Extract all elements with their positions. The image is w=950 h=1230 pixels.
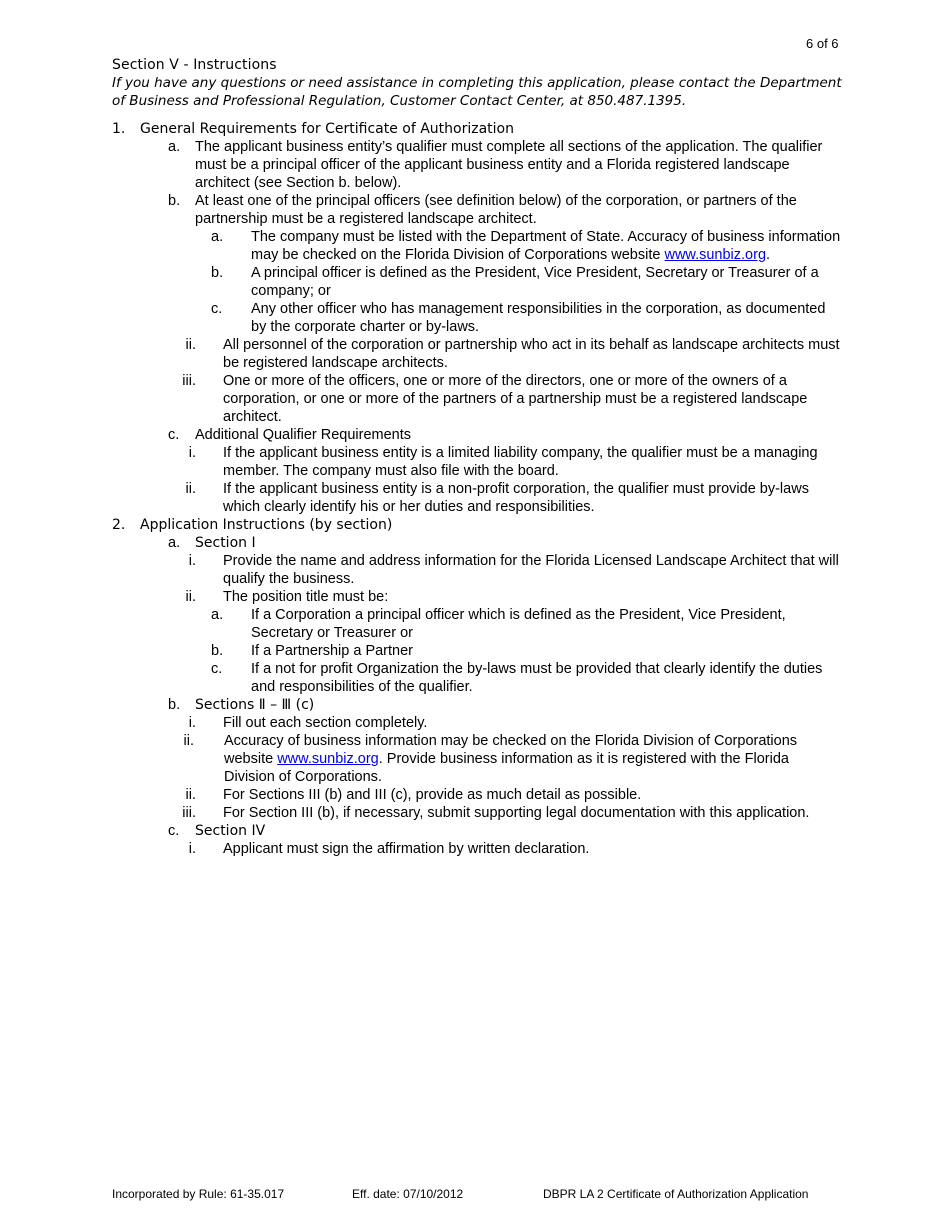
list-text: Any other officer who has management responsibilities in the corporation, as documented by the corporate charter or by-laws. <box>251 301 826 335</box>
list-text: A principal officer is defined as the President, Vice President, Secretary or Treasurer of a company; or <box>251 265 819 299</box>
list-text: For Sections III (b) and III (c), provide as much detail as possible. <box>223 787 642 803</box>
footer-eff-date: Eff. date: 07/10/2012 <box>352 1187 464 1201</box>
list-item <box>168 822 842 840</box>
list-text: If a not for profit Organization the by-laws must be provided that clearly identify the duties and responsibilities of the qualifier. <box>251 661 823 695</box>
list-text: For Section III (b), if necessary, submit supporting legal documentation with this application. <box>223 805 810 821</box>
list-item <box>112 120 842 138</box>
list-heading: Application Instructions (by section) <box>140 517 393 533</box>
list-item <box>211 660 842 696</box>
list-heading: General Requirements for Certificate of Authorization <box>140 121 514 137</box>
list-marker: ii. <box>185 481 196 497</box>
list-marker: 2. <box>112 517 126 533</box>
list-subheading: Section IV <box>195 823 266 839</box>
list-marker: ii. <box>185 787 196 803</box>
list-item <box>168 192 842 228</box>
list-marker: b. <box>168 193 181 209</box>
list-item <box>168 534 842 552</box>
list-text <box>251 228 842 264</box>
list-marker: i. <box>188 553 196 569</box>
text-run: The company must be listed with the Department of State. Accuracy of business information may be checked on the Florida Division of Corporations website <box>251 229 841 263</box>
section-title: Section V - Instructions <box>112 57 277 73</box>
list-text: Fill out each section completely. <box>223 715 428 731</box>
list-marker: a. <box>211 229 224 245</box>
list-marker: ii. <box>185 589 196 605</box>
list-item <box>112 444 842 480</box>
list-text: Applicant must sign the affirmation by written declaration. <box>223 841 590 857</box>
list-marker: b. <box>168 697 181 713</box>
list-item <box>211 606 842 642</box>
list-marker: i. <box>188 445 196 461</box>
list-text: One or more of the officers, one or more of the directors, one or more of the owners of a corporation, or one or more of the partners of a partnership must be a registered landscape architect. <box>223 373 808 425</box>
list-subheading: Section I <box>195 535 256 551</box>
list-subheading: Sections Ⅱ – Ⅲ (c) <box>195 697 315 713</box>
list-item <box>112 516 842 534</box>
list-item <box>112 480 842 516</box>
sunbiz-link[interactable]: www.sunbiz.org <box>277 751 379 767</box>
list-marker: a. <box>168 535 181 551</box>
list-text: If the applicant business entity is a limited liability company, the qualifier must be a managing member. The company must also file with the board. <box>223 445 818 479</box>
footer-rule: Incorporated by Rule: 61-35.017 <box>112 1187 285 1201</box>
text-run: . <box>766 247 771 263</box>
list-text: If a Partnership a Partner <box>251 643 413 659</box>
list-marker: c. <box>168 823 180 839</box>
list-text: If a Corporation a principal officer which is defined as the President, Vice President, Secretary or Treasurer or <box>251 607 786 641</box>
list-item <box>168 696 842 714</box>
instructions-content <box>112 56 842 858</box>
list-item <box>110 732 842 786</box>
list-marker: c. <box>211 301 223 317</box>
list-marker: i. <box>188 715 196 731</box>
footer-form-name: DBPR LA 2 Certificate of Authorization Application <box>543 1187 809 1201</box>
list-item <box>112 714 842 732</box>
list-marker: a. <box>211 607 224 623</box>
list-item <box>112 372 842 426</box>
list-item <box>112 588 842 606</box>
list-text: The applicant business entity’s qualifier must complete all sections of the application. The qualifier must be a principal officer of the applicant business entity and a Florida registered landscape architect (see Section b. below). <box>195 139 823 191</box>
text-run: . Provide business information as it is registered with the Florida Division of Corporations. <box>224 751 789 785</box>
list-text <box>224 732 842 786</box>
list-marker: i. <box>188 841 196 857</box>
page-number: 6 of 6 <box>806 36 839 51</box>
list-marker: c. <box>211 661 223 677</box>
sunbiz-link[interactable]: www.sunbiz.org <box>664 247 767 263</box>
list-marker: ii. <box>183 733 194 749</box>
list-item <box>112 804 842 822</box>
list-item <box>112 840 842 858</box>
list-marker: c. <box>168 427 180 443</box>
list-item <box>168 138 842 192</box>
list-marker: b. <box>211 265 224 281</box>
list-marker: iii. <box>182 805 196 821</box>
list-item <box>211 642 842 660</box>
list-marker: ii. <box>185 337 196 353</box>
list-item <box>211 228 842 264</box>
list-marker: a. <box>168 139 181 155</box>
list-item <box>211 264 842 300</box>
list-text: Additional Qualifier Requirements <box>195 427 411 443</box>
list-marker: iii. <box>182 373 196 389</box>
list-item <box>112 786 842 804</box>
text-run: Accuracy of business information may be checked on the Florida Division of Corporations website <box>224 733 798 767</box>
list-marker: 1. <box>112 121 126 137</box>
list-item <box>211 300 842 336</box>
list-item <box>168 426 842 444</box>
list-item <box>112 336 842 372</box>
list-text: The position title must be: <box>223 589 389 605</box>
list-item <box>112 552 842 588</box>
list-text: If the applicant business entity is a non-profit corporation, the qualifier must provide by-laws which clearly identify his or her duties and responsibilities. <box>223 481 809 515</box>
list-marker: b. <box>211 643 224 659</box>
list-text: All personnel of the corporation or partnership who act in its behalf as landscape architects must be registered landscape architects. <box>223 337 840 371</box>
list-text: At least one of the principal officers (see definition below) of the corporation, or partners of the partnership must be a registered landscape architect. <box>195 193 797 227</box>
contact-note: If you have any questions or need assistance in completing this application, please contact the Department of Business and Professional Regulation, Customer Contact Center, at 850.487.1395. <box>112 75 842 109</box>
list-text: Provide the name and address information for the Florida Licensed Landscape Architect that will qualify the business. <box>223 553 839 587</box>
